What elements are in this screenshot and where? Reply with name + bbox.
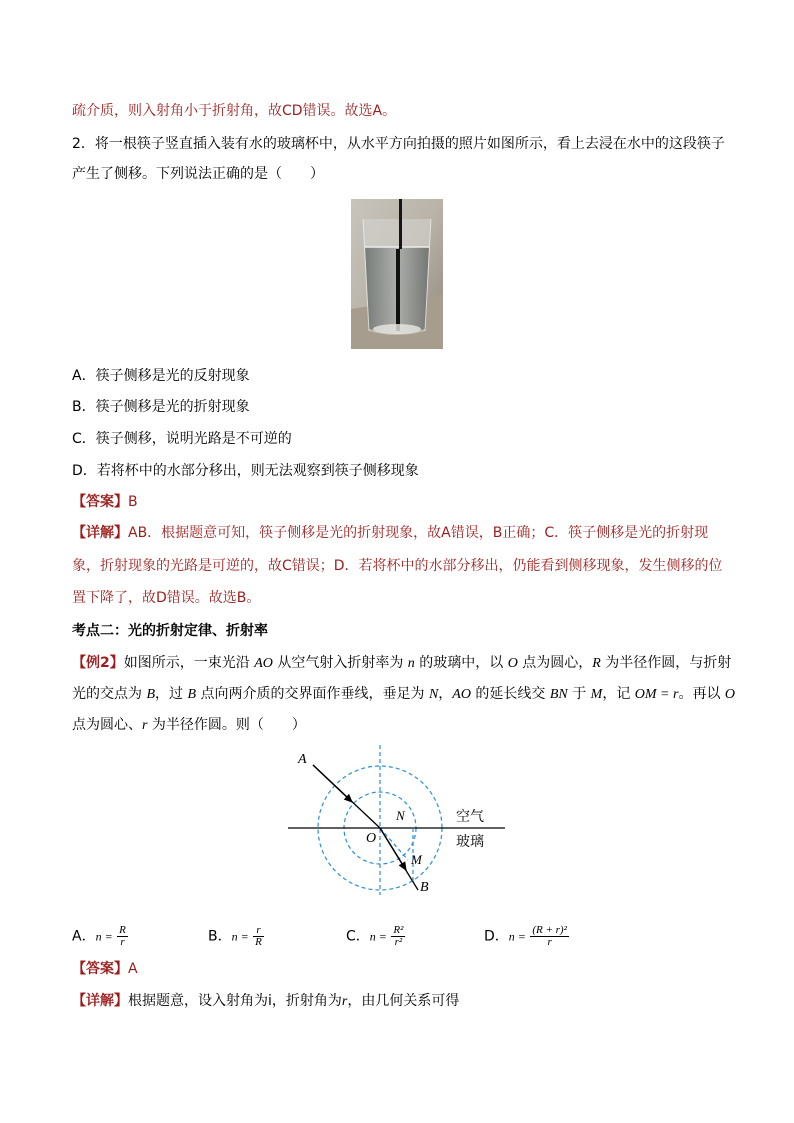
text: 点向两介质的交界面作垂线，垂足为	[196, 686, 429, 702]
detail-line-3: 置下降了，故D错误。故选B。	[72, 590, 261, 606]
var-r: r	[142, 718, 148, 733]
option-letter: B．	[208, 928, 232, 945]
option-letter: D．	[484, 928, 509, 945]
fraction	[391, 925, 405, 948]
detail-text: 根据题意，设入射角为i，折射角为	[128, 993, 342, 1009]
text: 于	[567, 686, 591, 702]
text: ，	[438, 686, 453, 702]
chopstick-glass-photo	[351, 199, 443, 349]
option-lhs: n =	[508, 929, 526, 944]
text: 点为圆心，	[517, 655, 593, 671]
text: ，记	[602, 686, 635, 702]
var-BN: BN	[549, 687, 568, 702]
denominator: r	[547, 936, 552, 948]
ex2-option-a	[72, 925, 128, 948]
fraction	[253, 925, 264, 948]
detail-tag: 【详解】	[72, 993, 128, 1009]
var-B: B	[146, 687, 156, 702]
answer-line	[72, 492, 138, 512]
label-B: B	[420, 880, 429, 895]
option-a: A．筷子侧移是光的反射现象	[72, 368, 250, 384]
detail-text-1: AB．根据题意可知，筷子侧移是光的折射现象，故A错误，B正确；C．筷子侧移是光的折射现	[128, 525, 709, 541]
ex2-detail-line	[72, 991, 459, 1012]
var-O: O	[507, 656, 518, 671]
ex2-option-c	[346, 925, 405, 948]
option-lhs: n =	[95, 929, 113, 944]
var-M: M	[590, 687, 603, 702]
label-N: N	[396, 808, 405, 823]
extension-line	[380, 828, 408, 860]
question-2-line-2: 产生了侧移。下列说法正确的是（ ）	[72, 166, 324, 182]
option-b: B．筷子侧移是光的折射现象	[72, 399, 250, 415]
text: ，过	[155, 686, 188, 702]
numerator: R²	[393, 924, 404, 936]
example-2-line-1	[72, 653, 731, 674]
label-glass: 玻璃	[456, 834, 484, 850]
text: 为半径作圆。则（ ）	[147, 717, 306, 733]
refraction-diagram	[280, 745, 520, 895]
numerator: R	[119, 924, 126, 936]
numerator: r	[253, 925, 264, 937]
text: 光的交点为	[72, 686, 147, 702]
text: 如图所示，一束光沿	[123, 655, 255, 671]
denominator: R	[255, 936, 262, 948]
var-AO: AO	[254, 656, 273, 671]
option-letter: C．	[346, 928, 370, 945]
text: 的玻璃中，以	[414, 655, 508, 671]
text: 。再以	[678, 686, 725, 702]
detail-line-2: 象，折射现象的光路是可逆的，故C错误；D．若将杯中的水部分移出，仍能看到侧移现象，发生侧移的位	[72, 558, 723, 574]
ex2-answer-line	[72, 959, 138, 979]
option-letter: A．	[72, 928, 96, 945]
detail-line-1	[72, 523, 708, 543]
option-d: D．若将杯中的水部分移出，则无法观察到筷子侧移现象	[72, 463, 419, 479]
label-M: M	[411, 852, 422, 867]
text: 的延长线交	[470, 686, 550, 702]
numerator: (R + r)²	[532, 924, 567, 936]
var-R: R	[592, 656, 601, 671]
example-tag: 【例2】	[72, 655, 124, 671]
fraction	[530, 925, 569, 948]
answer-tag: 【答案】	[72, 494, 128, 510]
answer-value: A	[128, 961, 138, 977]
text: 点为圆心、	[72, 717, 142, 733]
ex2-option-b	[208, 925, 264, 948]
previous-detail-tail: 疏介质，则入射角小于折射角，故CD错误。故选A。	[72, 103, 397, 119]
answer-value: B	[128, 494, 138, 510]
label-air: 空气	[456, 809, 484, 825]
example-2-line-3	[72, 715, 306, 736]
var-r: r	[341, 994, 348, 1009]
option-lhs: n =	[369, 929, 387, 944]
var-OM-r: OM = r	[634, 687, 679, 702]
var-O: O	[724, 687, 736, 702]
text: 从空气射入折射率为	[272, 655, 408, 671]
answer-tag: 【答案】	[72, 961, 128, 977]
var-B: B	[187, 687, 197, 702]
ex2-option-d	[484, 925, 569, 948]
label-O: O	[366, 831, 377, 846]
var-N: N	[428, 687, 439, 702]
detail-tag: 【详解】	[72, 525, 128, 541]
text: 为半径作圆，与折射	[600, 655, 732, 671]
option-lhs: n =	[231, 929, 249, 944]
var-n: n	[407, 656, 415, 671]
denominator: r	[120, 936, 125, 948]
option-c: C．筷子侧移，说明光路是不可逆的	[72, 431, 292, 447]
var-AO: AO	[452, 687, 471, 702]
detail-text-end: ，由几何关系可得	[347, 993, 460, 1009]
denominator: r²	[394, 936, 403, 948]
question-2-line-1: 2．将一根筷子竖直插入装有水的玻璃杯中，从水平方向拍摄的照片如图所示，看上去浸在水中的这段筷子	[72, 136, 725, 152]
example-2-line-2	[72, 684, 735, 705]
fraction	[117, 925, 128, 948]
label-A: A	[298, 752, 307, 767]
section-title: 考点二：光的折射定律、折射率	[72, 623, 268, 639]
